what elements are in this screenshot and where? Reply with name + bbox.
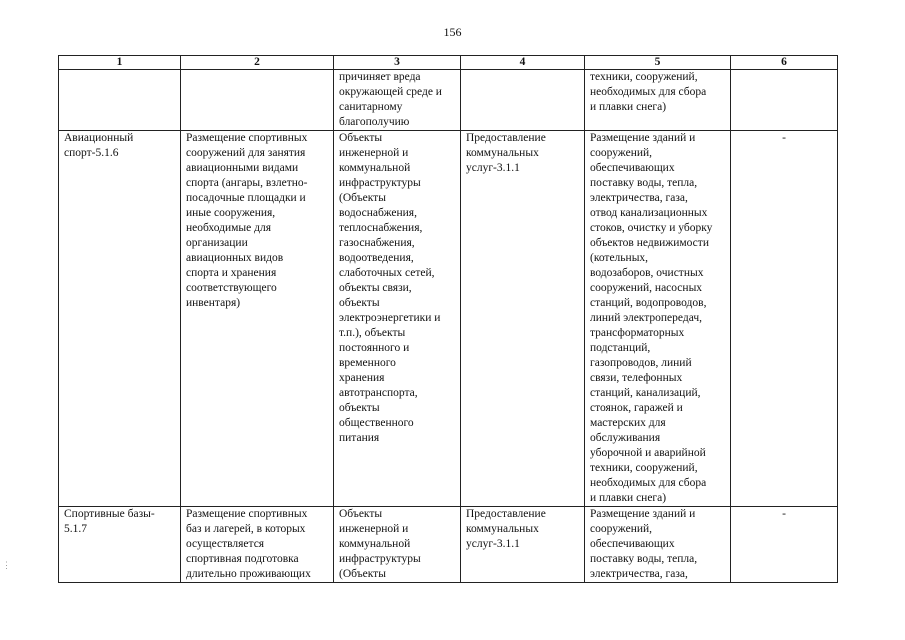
table-cell — [731, 70, 838, 131]
column-header: 3 — [334, 56, 461, 70]
table-cell: Спортивные базы- 5.1.7 — [59, 507, 181, 583]
table-cell: Размещение спортивных баз и лагерей, в которых осуществляется спортивная подготовка длительно проживающих — [181, 507, 334, 583]
table-cell: причиняет вреда окружающей среде и санитарному благополучию — [334, 70, 461, 131]
table-cell — [59, 70, 181, 131]
column-header: 1 — [59, 56, 181, 70]
column-header: 4 — [461, 56, 585, 70]
land-use-table — [58, 55, 838, 583]
table-cell: Предоставление коммунальных услуг-3.1.1 — [461, 131, 585, 507]
table-cell: - — [731, 507, 838, 583]
table-row-sports-bases — [59, 507, 838, 583]
table-cell: Авиационный спорт-5.1.6 — [59, 131, 181, 507]
table-header-row — [59, 56, 838, 70]
table-cell: - — [731, 131, 838, 507]
table-cell — [181, 70, 334, 131]
table-cell — [461, 70, 585, 131]
table-cell: Размещение зданий и сооружений, обеспечивающих поставку воды, тепла, электричества, газа, — [585, 507, 731, 583]
table-cell: Объекты инженерной и коммунальной инфраструктуры (Объекты — [334, 507, 461, 583]
table-cell: Объекты инженерной и коммунальной инфраструктуры (Объекты водоснабжения, теплоснабжения, газоснабжения, водоотведения, слаботочных сетей, объекты связи, объекты электроэнергетики и т.п.), объекты постоянного и временного хранения автотранспорта, объекты общественного питания — [334, 131, 461, 507]
column-header: 5 — [585, 56, 731, 70]
table-row-aviation-sport — [59, 131, 838, 507]
page-number: 156 — [443, 25, 462, 39]
scan-margin-mark: ⋮ — [2, 560, 11, 570]
table-cell: техники, сооружений, необходимых для сбора и плавки снега) — [585, 70, 731, 131]
column-header: 2 — [181, 56, 334, 70]
table-row-continuation — [59, 70, 838, 131]
table-cell: Предоставление коммунальных услуг-3.1.1 — [461, 507, 585, 583]
table-cell: Размещение зданий и сооружений, обеспечивающих поставку воды, тепла, электричества, газа, отвод канализационных стоков, очистку и уборку объектов недвижимости (котельных, водозаборов, очистных сооружений, насосных станций, водопроводов, линий электропередач, трансформаторных подстанций, газопроводов, линий связи, телефонных станций, канализаций, стоянок, гаражей и мастерских для обслуживания уборочной и аварийной техники, сооружений, необходимых для сбора и плавки снега) — [585, 131, 731, 507]
column-header: 6 — [731, 56, 838, 70]
table-cell: Размещение спортивных сооружений для занятия авиационными видами спорта (ангары, взлетно- посадочные площадки и иные сооружения, необходимые для организации авиационных видов спорта и хранения соответствующего инвентаря) — [181, 131, 334, 507]
